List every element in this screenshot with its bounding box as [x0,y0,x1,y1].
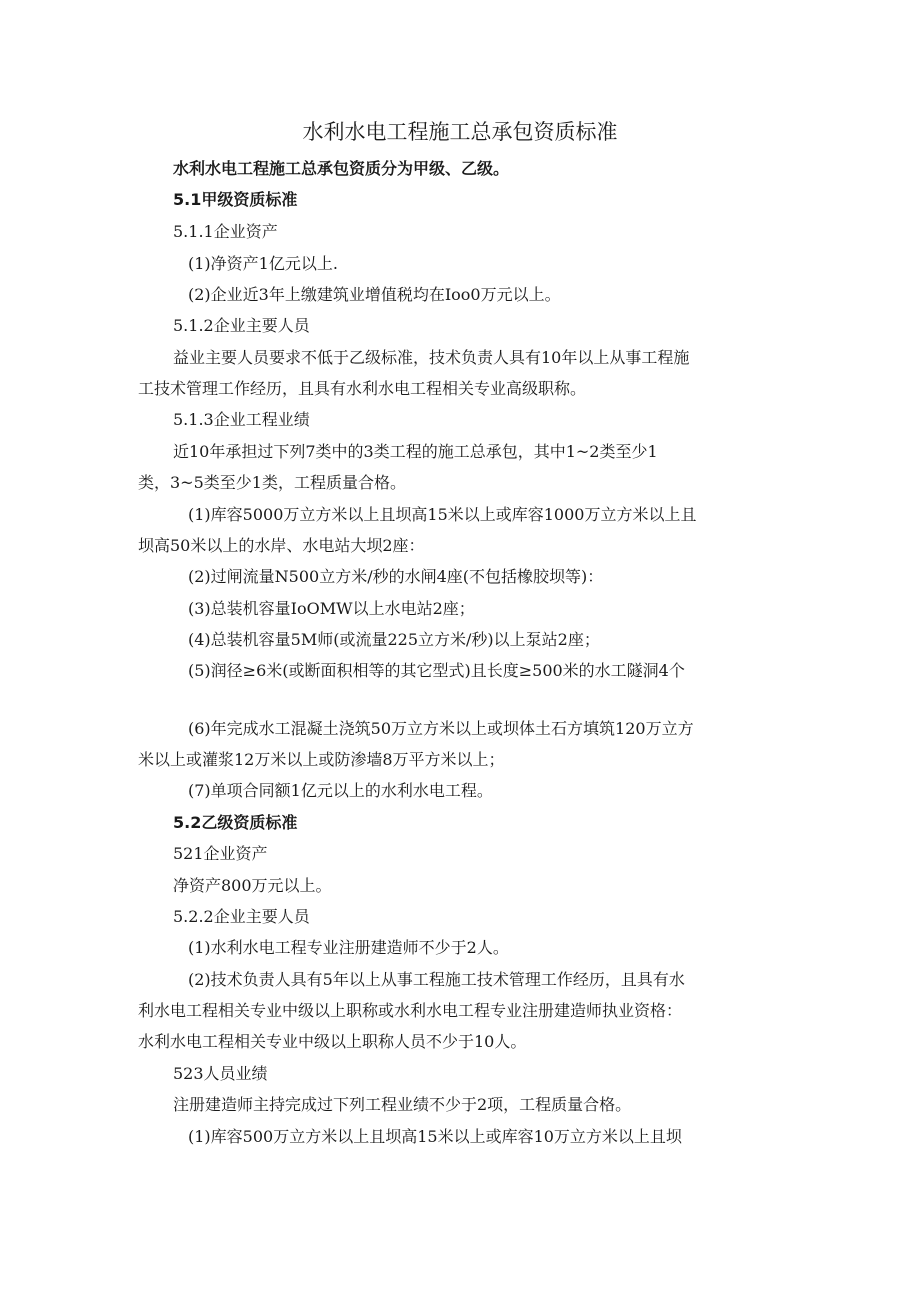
text-line: 5.1.2企业主要人员 [173,316,310,335]
text-line: 类，3~5类至少1类，工程质量合格。 [138,473,406,492]
text-line: (1)净资产1亿元以上. [188,254,338,273]
text-line: 坝高50米以上的水岸、水电站大坝2座： [138,536,425,555]
document-title: 水利水电工程施工总承包资质标准 [302,120,618,144]
text-line: 工技术管理工作经历，且具有水利水电工程相关专业高级职称。 [138,379,587,398]
text-line: 水利水电工程施工总承包资质分为甲级、乙级。 [173,159,510,178]
text-line: 5.1甲级资质标准 [173,190,298,209]
text-line: (2)企业近3年上缴建筑业增值税均在Ioo0万元以上。 [188,285,561,304]
text-line: 近10年承担过下列7类中的3类工程的施工总承包，其中1~2类至少1 [173,442,658,461]
text-line: 5.1.1企业资产 [173,222,278,241]
text-line: (2)过闸流量N500立方米/秒的水闸4座(不包括橡胶坝等)： [188,567,604,586]
text-line: 利水电工程相关专业中级以上职称或水利水电工程专业注册建造师执业资格： [138,1001,683,1020]
text-line: (1)库容500万立方米以上且坝高15米以上或库容10万立方米以上且坝 [188,1127,682,1146]
text-line: (2)技术负责人具有5年以上从事工程施工技术管理工作经历，且具有水 [188,970,685,989]
text-line: 5.2.2企业主要人员 [173,907,310,926]
text-line: 水利水电工程相关专业中级以上职称人员不少于10人。 [138,1032,527,1051]
text-line: (7)单项合同额1亿元以上的水利水电工程。 [188,781,493,800]
text-line: (1)水利水电工程专业注册建造师不少于2人。 [188,938,509,957]
text-line: 注册建造师主持完成过下列工程业绩不少于2项，工程质量合格。 [173,1095,632,1114]
text-line: (4)总装机容量5M师(或流量225立方米/秒)以上泵站2座； [188,630,600,649]
text-line: (5)润径≥6米(或断面积相等的其它型式)且长度≥500米的水工隧洞4个 [188,661,685,680]
text-line: (6)年完成水工混凝土浇筑50万立方米以上或坝体土石方填筑120万立方 [188,719,694,738]
text-line: (3)总装机容量IoOMW以上水电站2座； [188,599,475,618]
text-line: (1)库容5000万立方米以上且坝高15米以上或库容1000万立方米以上且 [188,505,697,524]
text-line: 521企业资产 [173,844,268,863]
text-line: 净资产800万元以上。 [173,876,332,895]
text-line: 5.2乙级资质标准 [173,813,298,832]
text-line: 益业主要人员要求不低于乙级标准，技术负责人具有10年以上从事工程施 [173,348,690,367]
text-line: 5.1.3企业工程业绩 [173,410,310,429]
text-line: 523人员业绩 [173,1064,268,1083]
text-line: 米以上或灌浆12万米以上或防渗墙8万平方米以上； [138,750,505,769]
